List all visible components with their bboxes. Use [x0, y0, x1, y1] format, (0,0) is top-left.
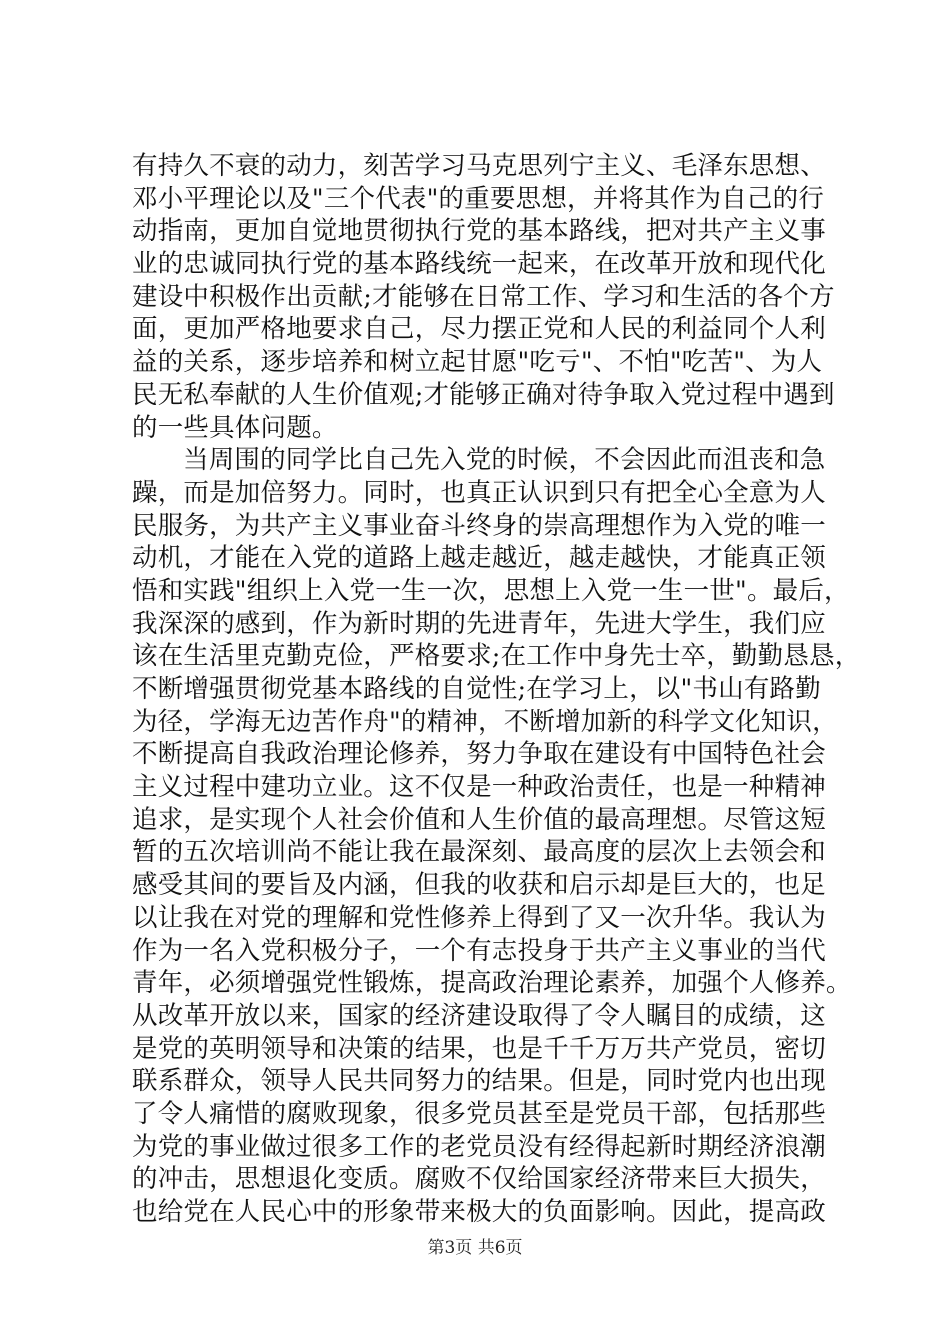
text-line: 暂的五次培训尚不能让我在最深刻、最高度的层次上去领会和 [132, 837, 826, 868]
text-line: 以让我在对党的理解和党性修养上得到了又一次升华。我认为 [132, 902, 826, 933]
text-line: 邓小平理论以及"三个代表"的重要思想，并将其作为自己的行 [132, 183, 825, 214]
text-line: 面，更加严格地要求自己，尽力摆正党和人民的利益同个人利 [132, 314, 826, 345]
text-line: 联系群众，领导人民共同努力的结果。但是，同时党内也出现 [132, 1066, 826, 1097]
text-line: 建设中积极作出贡献;才能够在日常工作、学习和生活的各个方 [132, 281, 835, 312]
text-line: 为径，学海无边苦作舟"的精神，不断增加新的科学文化知识， [132, 706, 838, 737]
text-line: 悟和实践"组织上入党一生一次，思想上入党一生一世"。最后， [132, 575, 850, 606]
text-line: 民服务，为共产主义事业奋斗终身的崇高理想作为入党的唯一 [132, 510, 826, 541]
paragraph-1 [132, 150, 835, 444]
text-line: 的冲击，思想退化变质。腐败不仅给国家经济带来巨大损失， [132, 1164, 826, 1195]
page-number-indicator: 第3页 共6页 [427, 1238, 523, 1258]
document-body [132, 150, 861, 1229]
text-line: 我深深的感到，作为新时期的先进青年，先进大学生，我们应 [132, 608, 826, 639]
text-line: 从改革开放以来，国家的经济建设取得了令人瞩目的成绩，这 [132, 1000, 826, 1031]
text-line: 主义过程中建功立业。这不仅是一种政治责任，也是一种精神 [132, 772, 826, 803]
text-line: 是党的英明领导和决策的结果，也是千千万万共产党员，密切 [132, 1033, 826, 1064]
text-line: 作为一名入党积极分子，一个有志投身于共产主义事业的当代 [132, 935, 826, 966]
text-line: 该在生活里克勤克俭，严格要求;在工作中身先士卒，勤勤恳恳， [132, 641, 861, 672]
text-line: 民无私奉献的人生价值观;才能够正确对待争取入党过程中遇到 [132, 379, 835, 410]
text-line: 追求，是实现个人社会价值和人生价值的最高理想。尽管这短 [132, 804, 826, 835]
text-line: 躁，而是加倍努力。同时，也真正认识到只有把全心全意为人 [132, 477, 826, 508]
page-footer [0, 1237, 950, 1259]
text-line: 也给党在人民心中的形象带来极大的负面影响。因此，提高政 [132, 1197, 826, 1227]
text-line: 动指南，更加自觉地贯彻执行党的基本路线，把对共产主义事 [132, 216, 826, 247]
text-line: 了令人痛惜的腐败现象，很多党员甚至是党员干部，包括那些 [132, 1098, 826, 1129]
text-line: 益的关系，逐步培养和树立起甘愿"吃亏"、不怕"吃苦"、为人 [132, 347, 823, 378]
text-line-indented: 当周围的同学比自己先入党的时候，不会因此而沮丧和急 [183, 445, 826, 476]
text-line: 业的忠诚同执行党的基本路线统一起来，在改革开放和现代化 [132, 249, 826, 280]
text-line: 动机，才能在入党的道路上越走越近，越走越快，才能真正领 [132, 543, 826, 574]
text-line: 青年，必须增强党性锻炼，提高政治理论素养，加强个人修养。 [132, 968, 852, 999]
text-line: 不断增强贯彻党基本路线的自觉性;在学习上，以"书山有路勤 [132, 674, 821, 704]
text-line: 不断提高自我政治理论修养，努力争取在建设有中国特色社会 [132, 739, 826, 770]
text-line: 有持久不衰的动力，刻苦学习马克思列宁主义、毛泽东思想、 [132, 151, 826, 181]
text-line: 的一些具体问题。 [132, 412, 338, 443]
paragraph-2 [132, 444, 861, 1229]
text-line: 感受其间的要旨及内涵，但我的收获和启示却是巨大的，也足 [132, 870, 826, 901]
text-line: 为党的事业做过很多工作的老党员没有经得起新时期经济浪潮 [132, 1131, 826, 1162]
